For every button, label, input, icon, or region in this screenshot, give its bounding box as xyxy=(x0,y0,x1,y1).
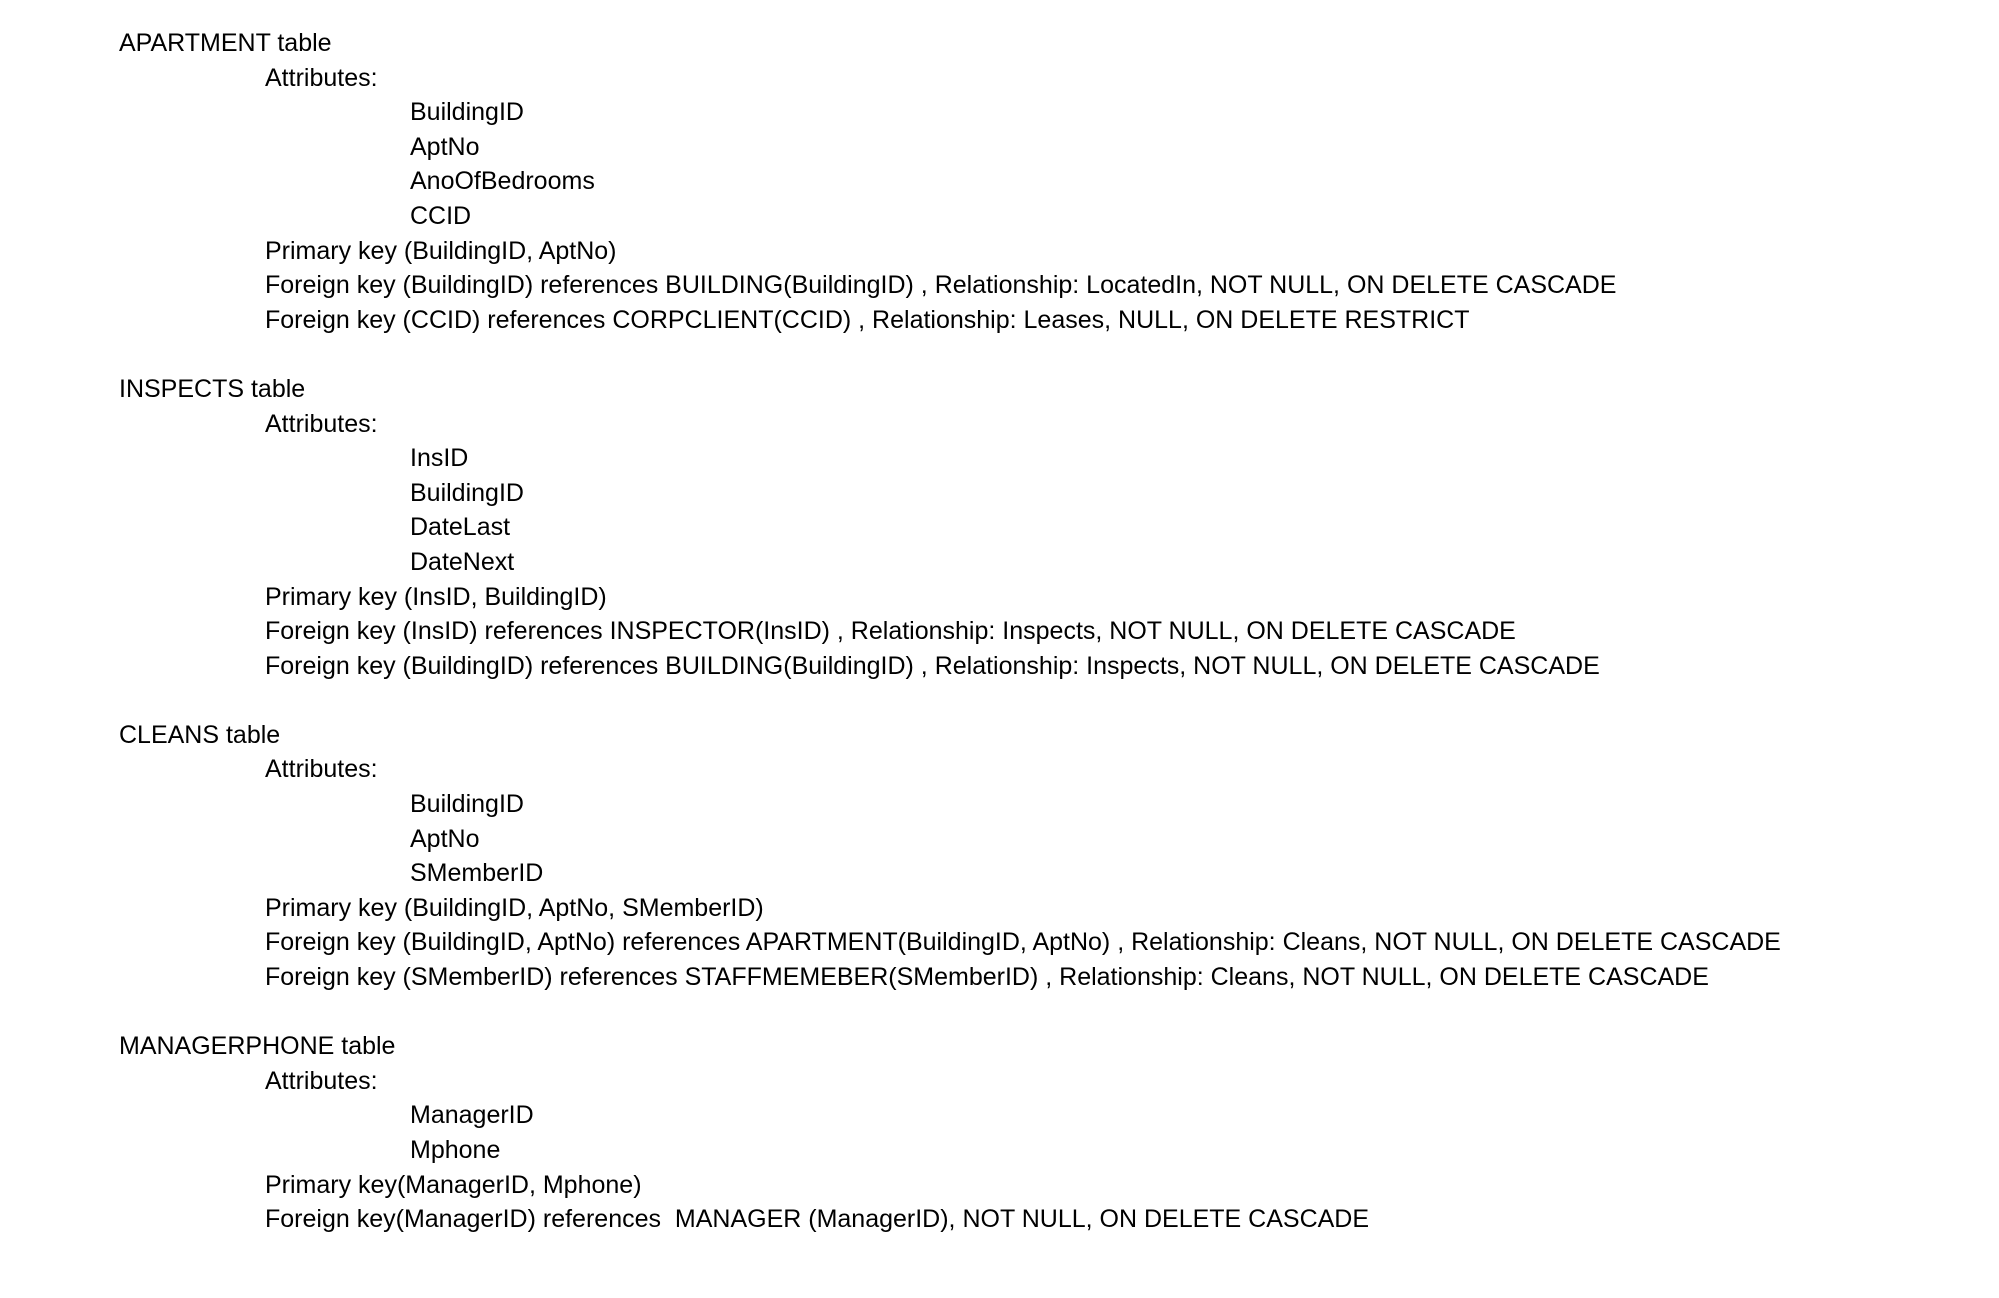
foreign-key: Foreign key (CCID) references CORPCLIENT(CCID) , Relationship: Leases, NULL, ON DELETE RESTRICT xyxy=(265,305,1470,334)
attributes-label: Attributes: xyxy=(265,63,378,92)
attribute-item: DateNext xyxy=(410,547,515,576)
attribute-item: InsID xyxy=(410,444,469,473)
section-gap xyxy=(119,337,1979,372)
foreign-key: Foreign key(ManagerID) references MANAGER (ManagerID), NOT NULL, ON DELETE CASCADE xyxy=(265,1205,1370,1234)
table-title: CLEANS table xyxy=(119,720,281,749)
attribute-item: BuildingID xyxy=(410,98,524,127)
attribute-item: AptNo xyxy=(410,824,480,853)
primary-key: Primary key (InsID, BuildingID) xyxy=(265,582,607,611)
attribute-item: BuildingID xyxy=(410,478,524,507)
foreign-key: Foreign key (BuildingID) references BUILDING(BuildingID) , Relationship: Inspects, NOT NULL, ON DELETE CASCADE xyxy=(265,651,1600,680)
table-section-cleans xyxy=(119,718,1979,995)
section-gap xyxy=(119,683,1979,718)
foreign-key: Foreign key (BuildingID, AptNo) references APARTMENT(BuildingID, AptNo) , Relationship: Cleans, NOT NULL, ON DELETE CASCADE xyxy=(265,928,1781,957)
document-body xyxy=(119,26,1979,1237)
table-title: MANAGERPHONE table xyxy=(119,1032,396,1061)
foreign-key: Foreign key (SMemberID) references STAFFMEMEBER(SMemberID) , Relationship: Cleans, NOT NULL, ON DELETE CASCADE xyxy=(265,963,1709,992)
primary-key: Primary key (BuildingID, AptNo, SMemberID) xyxy=(265,893,764,922)
attribute-item: AptNo xyxy=(410,132,480,161)
table-section-apartment xyxy=(119,26,1979,337)
table-title: APARTMENT table xyxy=(119,29,332,57)
attribute-item: AnoOfBedrooms xyxy=(410,167,595,196)
attribute-item: DateLast xyxy=(410,513,511,542)
table-section-inspects xyxy=(119,372,1979,683)
table-title: INSPECTS table xyxy=(119,374,306,403)
attribute-item: BuildingID xyxy=(410,790,524,819)
attribute-item: SMemberID xyxy=(410,859,544,888)
primary-key: Primary key (BuildingID, AptNo) xyxy=(265,236,617,265)
attributes-label: Attributes: xyxy=(265,755,378,784)
attributes-label: Attributes: xyxy=(265,1066,378,1095)
attribute-item: Mphone xyxy=(410,1136,501,1164)
attribute-item: ManagerID xyxy=(410,1101,534,1130)
attribute-item: CCID xyxy=(410,201,472,230)
table-section-managerphone xyxy=(119,1029,1979,1237)
foreign-key: Foreign key (BuildingID) references BUILDING(BuildingID) , Relationship: LocatedIn, NOT NULL, ON DELETE CASCADE xyxy=(265,271,1617,300)
primary-key: Primary key(ManagerID, Mphone) xyxy=(265,1170,642,1199)
foreign-key: Foreign key (InsID) references INSPECTOR(InsID) , Relationship: Inspects, NOT NULL, ON DELETE CASCADE xyxy=(265,617,1516,646)
section-gap xyxy=(119,995,1979,1030)
attributes-label: Attributes: xyxy=(265,409,378,438)
